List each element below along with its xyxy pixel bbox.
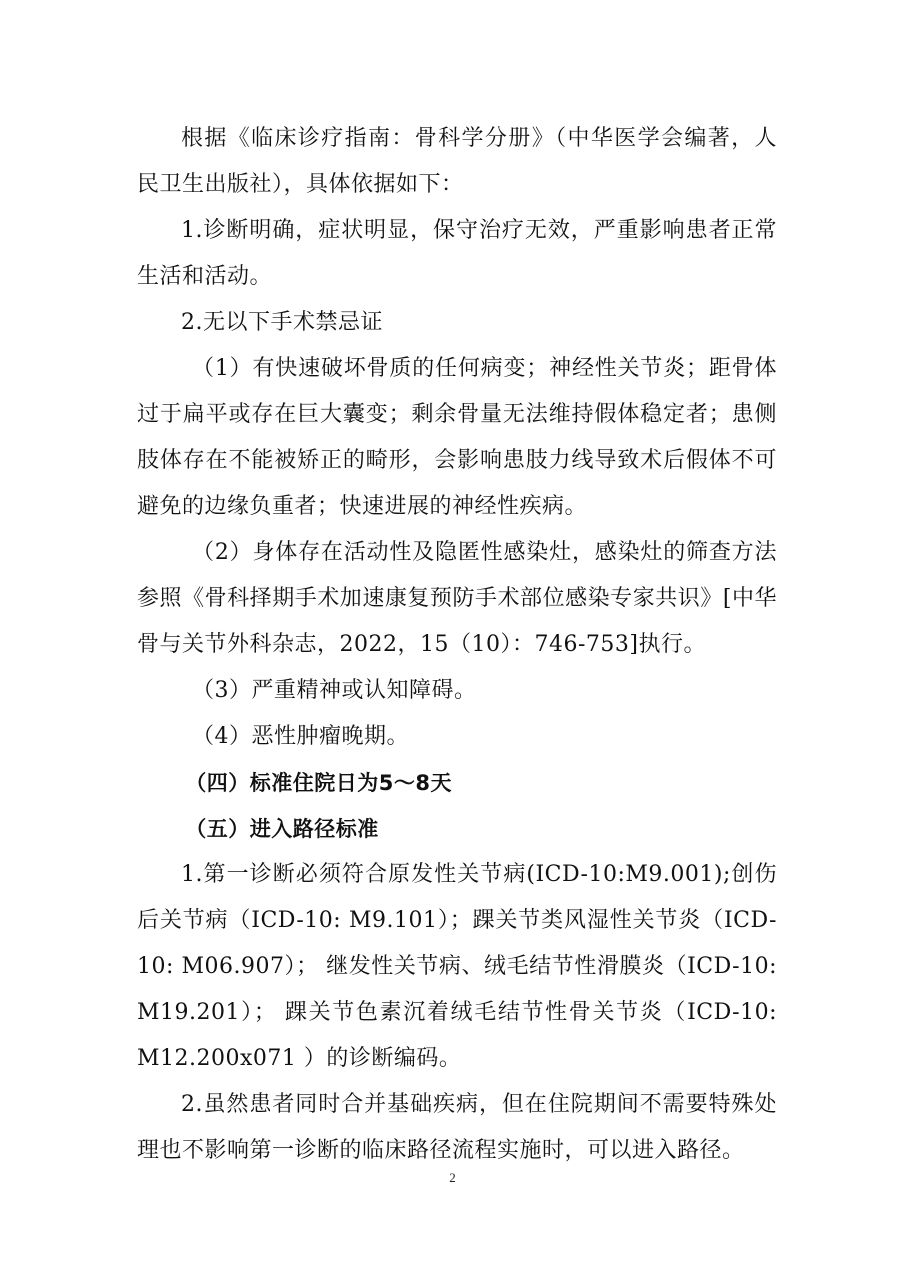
contraindication-1-paragraph: （1）有快速破坏骨质的任何病变；神经性关节炎；距骨体过于扁平或存在巨大囊变；剩余骨量无法维持假体稳定者；患侧肢体存在不能被矫正的畸形，会影响患肢力线导致术后假体不可避免的边缘负重者；快速进展的神经性疾病。 [137, 356, 777, 519]
criterion-1-paragraph: 1.诊断明确，症状明显，保守治疗无效，严重影响患者正常生活和活动。 [137, 218, 777, 289]
page-number: 2 [449, 1170, 456, 1185]
contraindication-2-paragraph: （2）身体存在活动性及隐匿性感染灶，感染灶的筛查方法参照《骨科择期手术加速康复预防手术部位感染专家共识》[中华骨与关节外科杂志，2022，15（10）：746-753]执行。 [137, 540, 777, 657]
entry-criterion-1-paragraph: 1.第一诊断必须符合原发性关节病(ICD-10:M9.001);创伤后关节病（ICD-10: M9.101）；踝关节类风湿性关节炎（ICD-10: M06.907）； 继发性关节病、绒毛结节性滑膜炎（ICD-10: M19.201）； 踝关节色素沉着绒毛结节性骨关节炎（ICD-10: M12.200x071 ）的诊断编码。 [137, 862, 777, 1071]
document-body [137, 116, 777, 1174]
entry-criterion-2-paragraph: 2.虽然患者同时合并基础疾病，但在住院期间不需要特殊处理也不影响第一诊断的临床路径流程实施时，可以进入路径。 [137, 1092, 777, 1163]
section-4-heading: （四）标准住院日为5～8天 [185, 771, 453, 795]
section-5-heading: （五）进入路径标准 [185, 817, 379, 841]
contraindication-3-paragraph: （3）严重精神或认知障碍。 [192, 678, 477, 703]
criterion-2-paragraph: 2.无以下手术禁忌证 [181, 310, 383, 335]
intro-paragraph: 根据《临床诊疗指南：骨科学分册》（中华医学会编著，人民卫生出版社），具体依据如下： [137, 126, 777, 197]
contraindication-4-paragraph: （4）恶性肿瘤晚期。 [192, 724, 409, 749]
